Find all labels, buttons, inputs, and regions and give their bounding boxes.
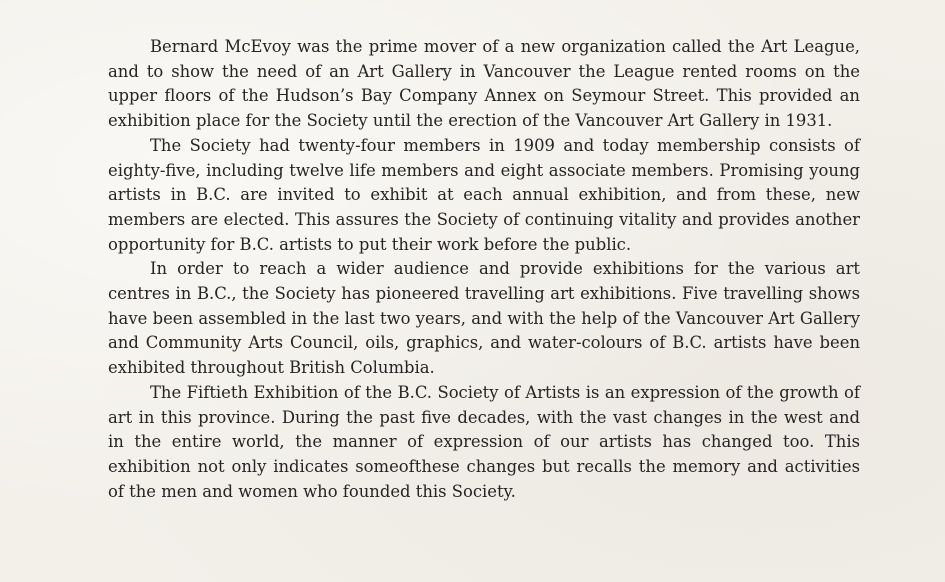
body-text — [108, 35, 860, 504]
paragraph-membership: The Society had twenty-four members in 1909 and today membership consists of eighty-five, including twelve life members and eight associate members. Promising young artists in B.C. are invited to exhibit at each annual exhibition, and from these, new members are elected. This assures the Society of continuing vitality and provides another opportunity for B.C. artists to put their work before the public. — [108, 135, 860, 254]
paragraph-fiftieth-exhibition: The Fiftieth Exhibition of the B.C. Society of Artists is an expression of the growth of art in this province. During the past five decades, with the vast changes in the west and in the entire world, the manner of expression of our artists has changed too. This exhibition not only indicates someofthese changes but recalls the memory and activities of the men and women who founded this Society. — [108, 382, 860, 501]
paragraph-travelling-exhibitions: In order to reach a wider audience and provide exhibitions for the various art centres in B.C., the Society has pioneered travelling art exhibitions. Five travelling shows have been assembled in the last two years, and with the help of the Vancouver Art Gallery and Community Arts Council, oils, graphics, and water-colours of B.C. artists have been exhibited throughout British Columbia. — [108, 259, 860, 378]
paragraph-art-league: Bernard McEvoy was the prime mover of a new organization called the Art League, and to show the need of an Art Gallery in Vancouver the League rented rooms on the upper floors of the Hudson’s Bay Company Annex on Seymour Street. This provided an exhibition place for the Society until the erection of the Vancouver Art Gallery in 1931. — [108, 37, 860, 131]
